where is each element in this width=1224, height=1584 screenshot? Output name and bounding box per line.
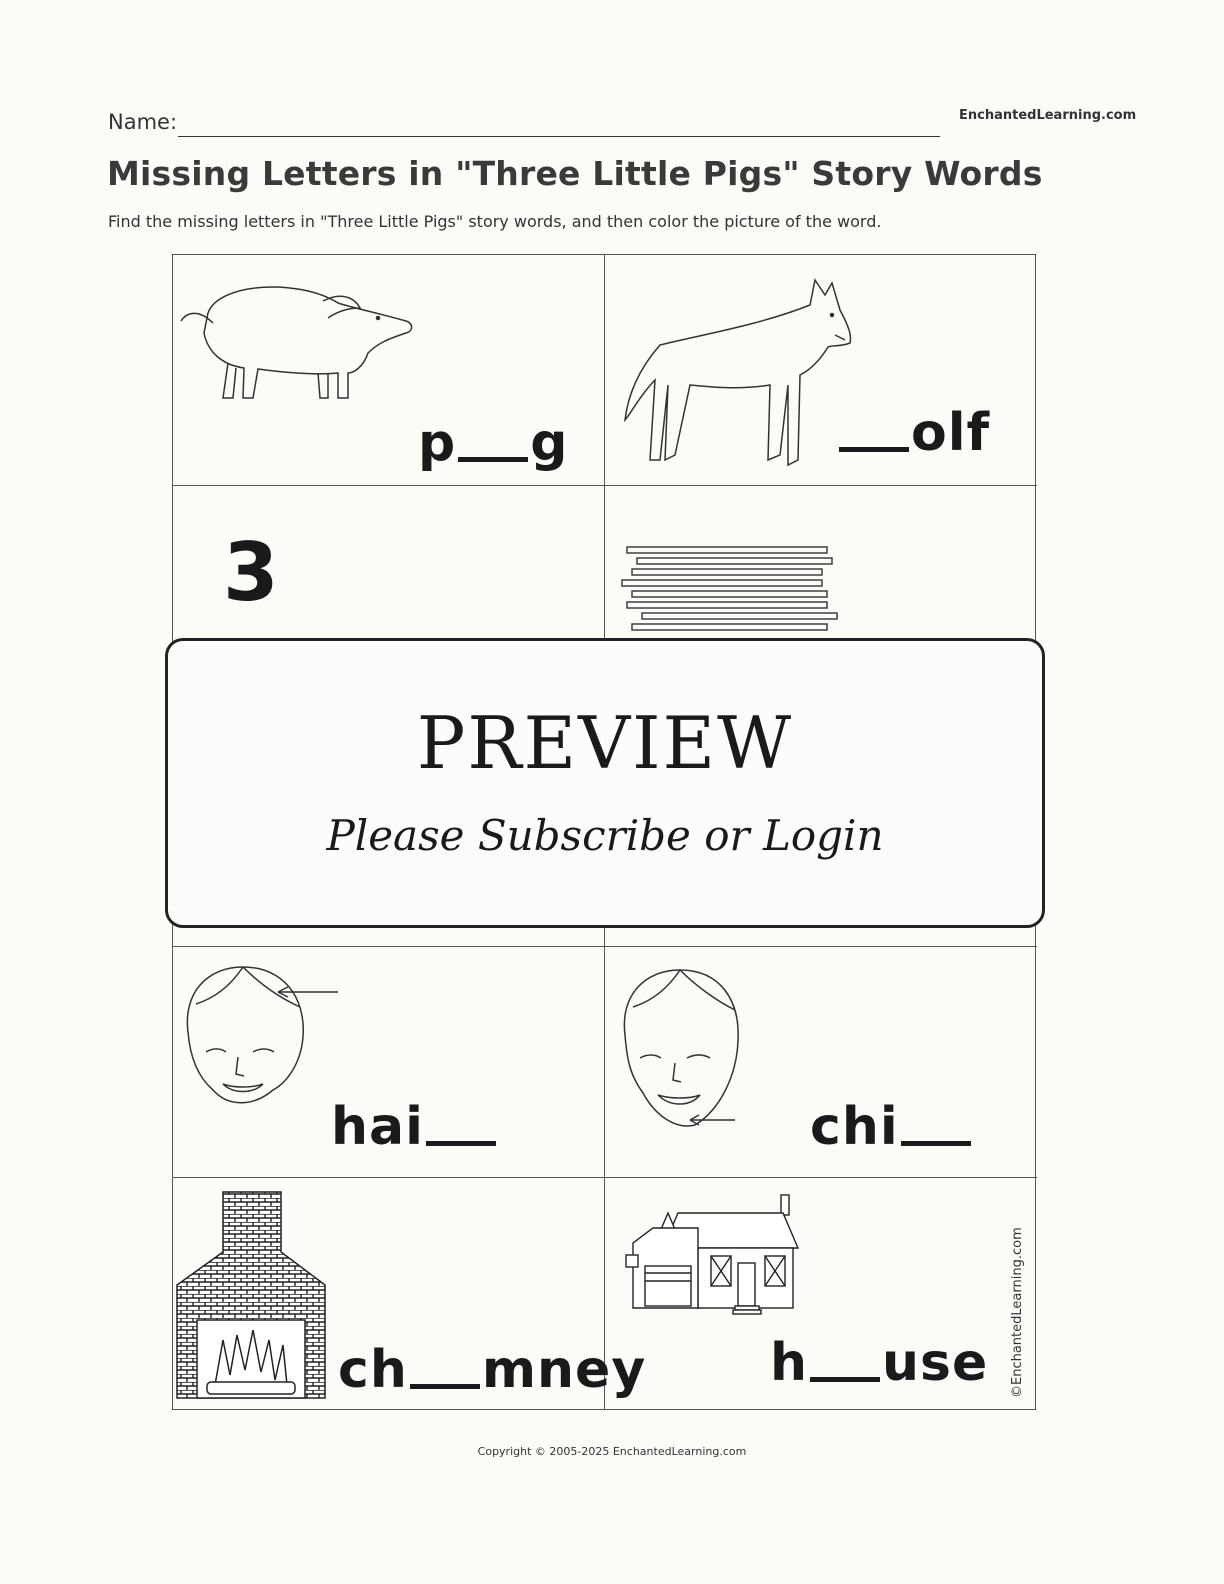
- word-pig-before: p: [418, 413, 457, 473]
- word-house-after: use: [882, 1333, 989, 1394]
- word-chimney-after: mney: [481, 1340, 647, 1401]
- hair-face-icon: [178, 962, 348, 1117]
- blank[interactable]: [901, 1101, 971, 1146]
- cell-chimney: [173, 1178, 647, 1409]
- word-house-before: h: [770, 1333, 809, 1394]
- page-subtitle: Find the missing letters in "Three Little Pigs" story words, and then color the picture of the word.: [108, 212, 882, 231]
- preview-title: PREVIEW: [416, 701, 794, 785]
- subscribe-login-link[interactable]: Please Subscribe or Login: [326, 811, 884, 860]
- word-pig-after: g: [530, 413, 569, 473]
- word-chimney: [338, 1340, 646, 1400]
- word-wolf: [837, 403, 990, 463]
- number-three: 3: [223, 525, 279, 619]
- word-pig: [418, 413, 568, 473]
- chin-face-icon: [615, 965, 765, 1135]
- footer-copyright: Copyright © 2005-2025 EnchantedLearning.com: [477, 1445, 747, 1458]
- word-wolf-after: olf: [911, 403, 991, 463]
- cell-pig: [173, 255, 605, 486]
- preview-overlay[interactable]: [165, 638, 1045, 928]
- cell-house: [605, 1178, 1037, 1409]
- cell-wolf: [605, 255, 1037, 486]
- word-chin-before: chi: [810, 1097, 899, 1158]
- name-label: Name:: [108, 110, 178, 134]
- blank[interactable]: [458, 417, 528, 462]
- cell-chin: [605, 947, 1037, 1178]
- blank[interactable]: [810, 1337, 880, 1382]
- page-title: Missing Letters in "Three Little Pigs" Story Words: [107, 154, 1043, 193]
- name-line[interactable]: [178, 136, 940, 137]
- wolf-icon: [620, 275, 860, 475]
- site-label: EnchantedLearning.com: [959, 108, 1137, 123]
- word-hair-before: hai: [331, 1097, 424, 1158]
- blank[interactable]: [410, 1344, 480, 1389]
- blank[interactable]: [839, 407, 909, 452]
- house-icon: [623, 1193, 803, 1323]
- straw-icon: [617, 544, 847, 639]
- vertical-copyright: ©EnchantedLearning.com: [1010, 1227, 1025, 1398]
- chimney-icon: [175, 1190, 327, 1400]
- cell-hair: [173, 947, 605, 1178]
- word-house: [770, 1333, 988, 1393]
- word-chin: [810, 1097, 973, 1157]
- blank[interactable]: [426, 1101, 496, 1146]
- word-chimney-before: ch: [338, 1340, 408, 1401]
- pig-icon: [178, 273, 418, 403]
- word-hair: [331, 1097, 498, 1157]
